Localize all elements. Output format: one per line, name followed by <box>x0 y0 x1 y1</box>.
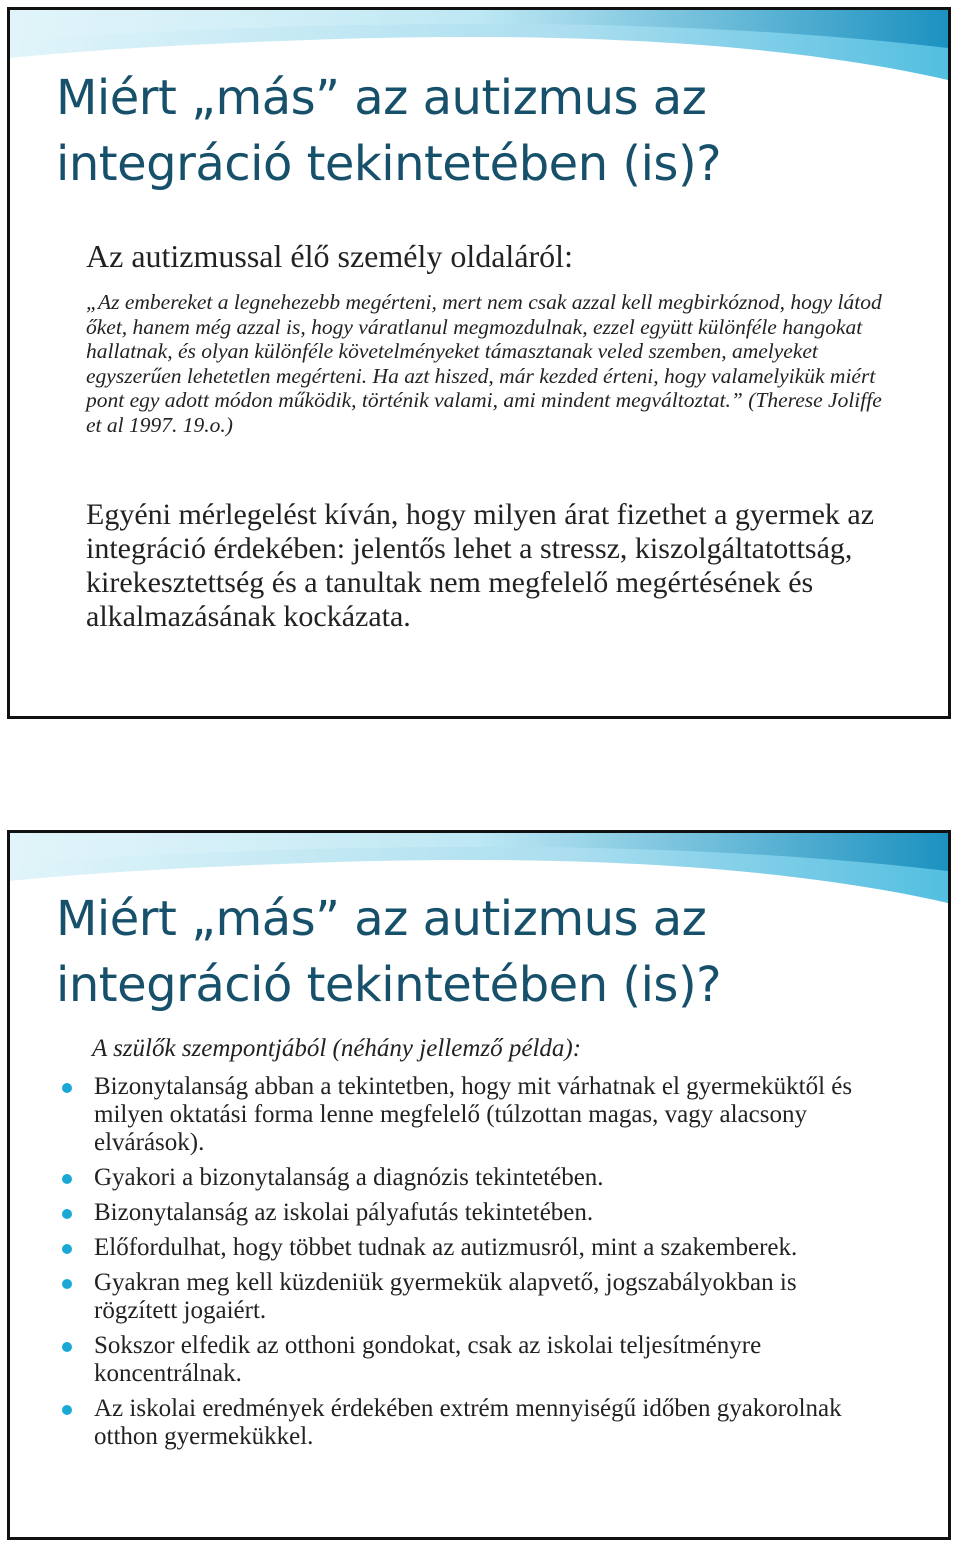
bullet-dot-icon <box>62 1174 72 1184</box>
subheading: Az autizmussal élő személy oldaláról: <box>86 238 573 274</box>
bullet-dot-icon <box>62 1083 72 1093</box>
bullet-dot-icon <box>62 1209 72 1219</box>
list-item <box>62 1269 862 1325</box>
list-item <box>62 1332 862 1388</box>
list-item-text: Bizonytalanság abban a tekintetben, hogy mit várhatnak el gyermeküktől és milyen oktatási forma lenne megfelelő (túlzottan magas, vagy alacsony elvárások). <box>94 1073 853 1156</box>
body-paragraph: Egyéni mérlegelést kíván, hogy milyen árat fizethet a gyermek az integráció érdekében: jelentős lehet a stressz, kiszolgáltatottság, kirekesztettség és a tanultak nem megfelelő megértésének és alkalmazásának kockázata. <box>86 498 875 633</box>
title-line-2: integráció tekintetében (is)? <box>56 957 722 1013</box>
title-line-2: integráció tekintetében (is)? <box>56 136 722 192</box>
bullet-dot-icon <box>62 1405 72 1415</box>
list-item <box>62 1073 862 1157</box>
list-item-text: Előfordulhat, hogy többet tudnak az autizmusról, mint a szakemberek. <box>94 1234 798 1261</box>
title-line-1: Miért „más” az autizmus az <box>56 70 707 126</box>
lead-text: A szülők szempontjából (néhány jellemző példa): <box>92 1035 582 1062</box>
slide-title <box>56 886 721 1018</box>
slide-2 <box>7 830 951 1540</box>
list-item-text: Bizonytalanság az iskolai pályafutás tekintetében. <box>94 1199 594 1226</box>
quote-text: „Az embereket a legnehezebb megérteni, mert nem csak azzal kell megbirkóznod, hogy látod őket, hanem még azzal is, hogy váratlanul megmozdulnak, ezzel együtt különféle hangokat hallatnak, és olyan különféle követelményeket támasztanak veled szemben, amelyeket egyszerűen lehetetlen megérteni. Ha azt hiszed, már kezded érteni, hogy valamelyikük miért pont egy adott módon működik, történik valami, ami mindent megváltoztat.” (Therese Joliffe et al 1997. 19.o.) <box>86 290 882 437</box>
list-item <box>62 1234 862 1262</box>
bullet-dot-icon <box>62 1342 72 1352</box>
slide-title <box>56 65 721 197</box>
list-item-text: Gyakran meg kell küzdeniük gyermekük alapvető, jogszabályokban is rögzített jogaiért. <box>94 1269 797 1324</box>
list-item-text: Gyakori a bizonytalanság a diagnózis tekintetében. <box>94 1164 604 1191</box>
title-line-1: Miért „más” az autizmus az <box>56 891 707 947</box>
list-item <box>62 1395 862 1451</box>
list-item-text: Sokszor elfedik az otthoni gondokat, csak az iskolai teljesítményre koncentrálnak. <box>94 1332 762 1387</box>
list-item <box>62 1164 862 1192</box>
list-item <box>62 1199 862 1227</box>
slide-1 <box>7 7 951 719</box>
bullet-dot-icon <box>62 1279 72 1289</box>
bullet-dot-icon <box>62 1244 72 1254</box>
bullet-list <box>62 1073 862 1458</box>
list-item-text: Az iskolai eredmények érdekében extrém mennyiségű időben gyakorolnak otthon gyermekükkel. <box>94 1395 842 1450</box>
